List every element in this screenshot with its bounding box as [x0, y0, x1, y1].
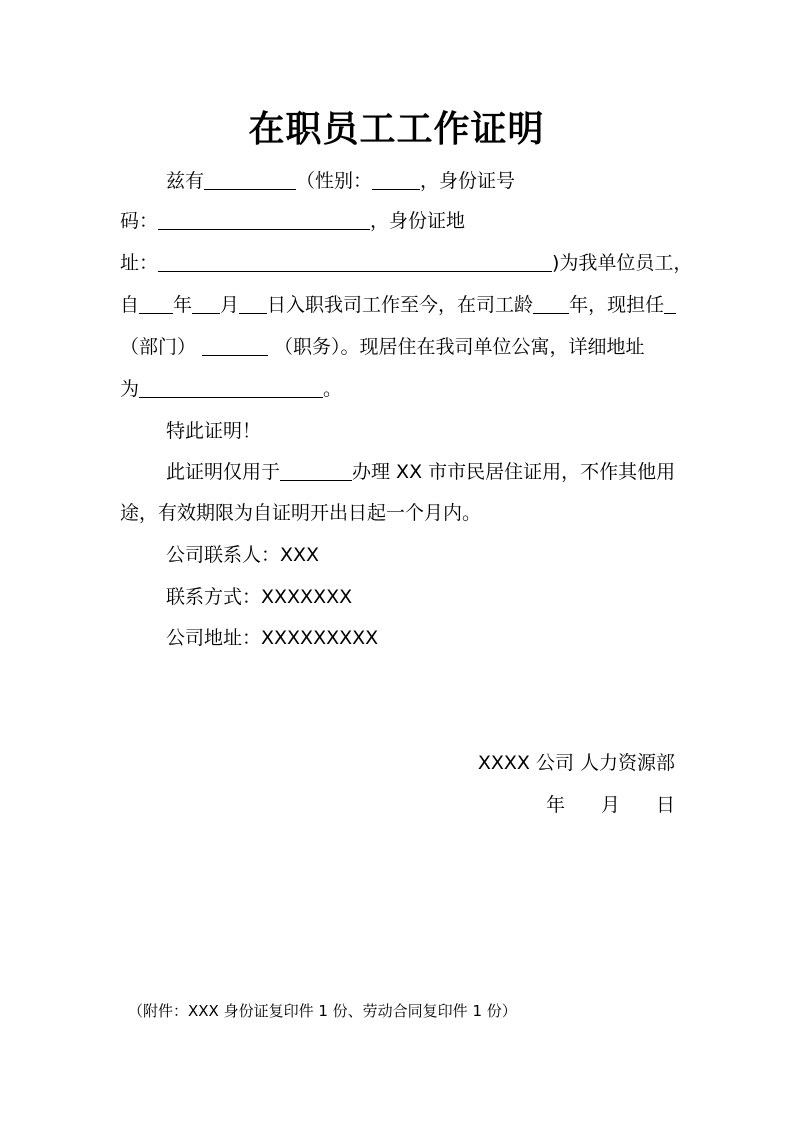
document-title: 在职员工工作证明	[248, 109, 545, 150]
date-line	[546, 792, 675, 818]
text: ，身份证号	[420, 170, 516, 192]
gender-blank[interactable]	[372, 169, 420, 190]
text: （性别：	[296, 170, 373, 192]
month-blank[interactable]	[192, 293, 220, 314]
text: 月	[220, 294, 240, 316]
text: )为我单位员工，	[552, 252, 693, 274]
contact-method: 联系方式：XXXXXXX	[166, 586, 353, 608]
text: 自	[120, 294, 140, 316]
year-blank[interactable]	[139, 293, 173, 314]
text: ，身份证地	[370, 210, 466, 232]
attachment-note: （附件：XXX 身份证复印件 1 份、劳动合同复印件 1 份）	[128, 1002, 517, 1020]
company-address: 公司地址：XXXXXXXXX	[166, 627, 379, 649]
tenure-blank[interactable]	[533, 293, 569, 314]
position-blank[interactable]	[202, 335, 268, 356]
date-day: 日	[655, 794, 675, 816]
text: 日入职我司工作至今，在司工龄	[267, 294, 534, 316]
certify-statement: 特此证明！	[166, 420, 262, 442]
paragraph-line	[120, 334, 645, 360]
text: 年，现担任	[569, 294, 665, 316]
text: （职务）。现居住在我司单位公寓，详细地址	[274, 336, 645, 358]
name-blank[interactable]	[204, 169, 296, 190]
contact-person: 公司联系人：XXX	[166, 544, 320, 566]
paragraph-line: 途，有效期限为自证明开出日起一个月内。	[120, 502, 482, 524]
text: 年	[173, 294, 193, 316]
text: （部门）	[120, 336, 197, 358]
paragraph-line	[166, 168, 515, 194]
residence-address-blank[interactable]	[139, 377, 323, 398]
date-month: 月	[600, 794, 620, 816]
paragraph-line	[120, 376, 342, 402]
text: 址：	[120, 252, 159, 274]
text: 此证明仅用于	[166, 461, 281, 483]
id-address-blank[interactable]	[158, 251, 552, 272]
paragraph-line	[120, 208, 465, 234]
text: 。	[323, 378, 343, 400]
date-year: 年	[545, 794, 565, 816]
id-number-blank[interactable]	[158, 209, 370, 230]
text: 码：	[120, 210, 159, 232]
purpose-blank[interactable]	[280, 460, 352, 481]
paragraph-line	[120, 292, 676, 318]
department-blank[interactable]	[664, 293, 676, 314]
paragraph-line	[166, 459, 675, 485]
text: 为	[120, 378, 140, 400]
text: 办理 XX 市市民居住证用，不作其他用	[352, 461, 676, 483]
day-blank[interactable]	[239, 293, 267, 314]
text: 兹有	[166, 170, 205, 192]
paragraph-line	[120, 250, 692, 276]
signature: XXXX 公司 人力资源部	[477, 752, 675, 774]
